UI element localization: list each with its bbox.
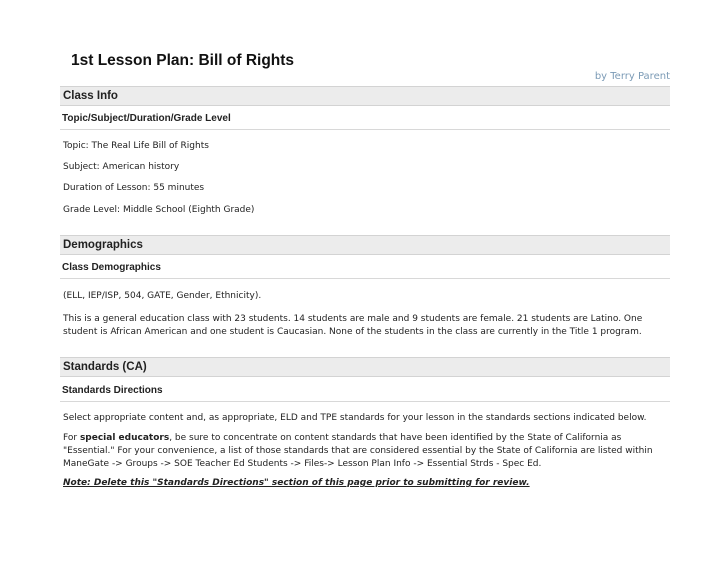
special-educators-line-1 [63, 432, 668, 445]
author-byline: by Terry Parent [594, 71, 670, 82]
special-educators-bold: special educators [79, 433, 170, 443]
special-educators-line-3: ManeGate -> Groups -> SOE Teacher Ed Students -> Files-> Lesson Plan Info -> Essential Strds - Spec Ed. [63, 459, 542, 469]
demographics-text-line-1: This is a general education class with 23 students. 14 students are male and 9 students are female. 21 students are Latino. One [63, 314, 643, 324]
subheading-standards-directions-label: Standards Directions [62, 385, 163, 396]
section-title-demographics: Demographics [63, 239, 143, 251]
special-educators-prefix: For [63, 433, 80, 443]
duration-line: Duration of Lesson: 55 minutes [63, 183, 205, 193]
subheading-topic [60, 108, 670, 130]
subheading-topic-label: Topic/Subject/Duration/Grade Level [62, 113, 231, 124]
demographics-text-line-2: student is African American and one student is Caucasian. None of the students in the class are currently in the Title 1 program. [63, 327, 642, 337]
subheading-class-demographics [60, 257, 670, 279]
topic-line: Topic: The Real Life Bill of Rights [63, 141, 209, 151]
subheading-standards-directions [60, 380, 670, 402]
grade-level-line: Grade Level: Middle School (Eighth Grade) [63, 205, 255, 215]
section-bar-class-info [60, 86, 670, 106]
section-bar-demographics [60, 235, 670, 255]
page-title: 1st Lesson Plan: Bill of Rights [71, 52, 295, 69]
special-educators-rest: , be sure to concentrate on content standards that have been identified by the State of California as [169, 433, 622, 443]
section-title-standards: Standards (CA) [63, 361, 147, 373]
special-educators-line-2: "Essential." For your convenience, a list of those standards that are considered essential by the State of California are listed within [63, 446, 653, 456]
section-bar-standards [60, 357, 670, 377]
standards-directions-line: Select appropriate content and, as appropriate, ELD and TPE standards for your lesson in the standards sections indicated below. [63, 413, 647, 423]
subject-line: Subject: American history [63, 162, 180, 172]
subheading-class-demographics-label: Class Demographics [62, 262, 161, 273]
demographics-categories: (ELL, IEP/ISP, 504, GATE, Gender, Ethnicity). [63, 291, 262, 301]
section-title-class-info: Class Info [63, 90, 118, 102]
delete-note: Note: Delete this "Standards Directions" section of this page prior to submitting for review. [63, 478, 530, 488]
